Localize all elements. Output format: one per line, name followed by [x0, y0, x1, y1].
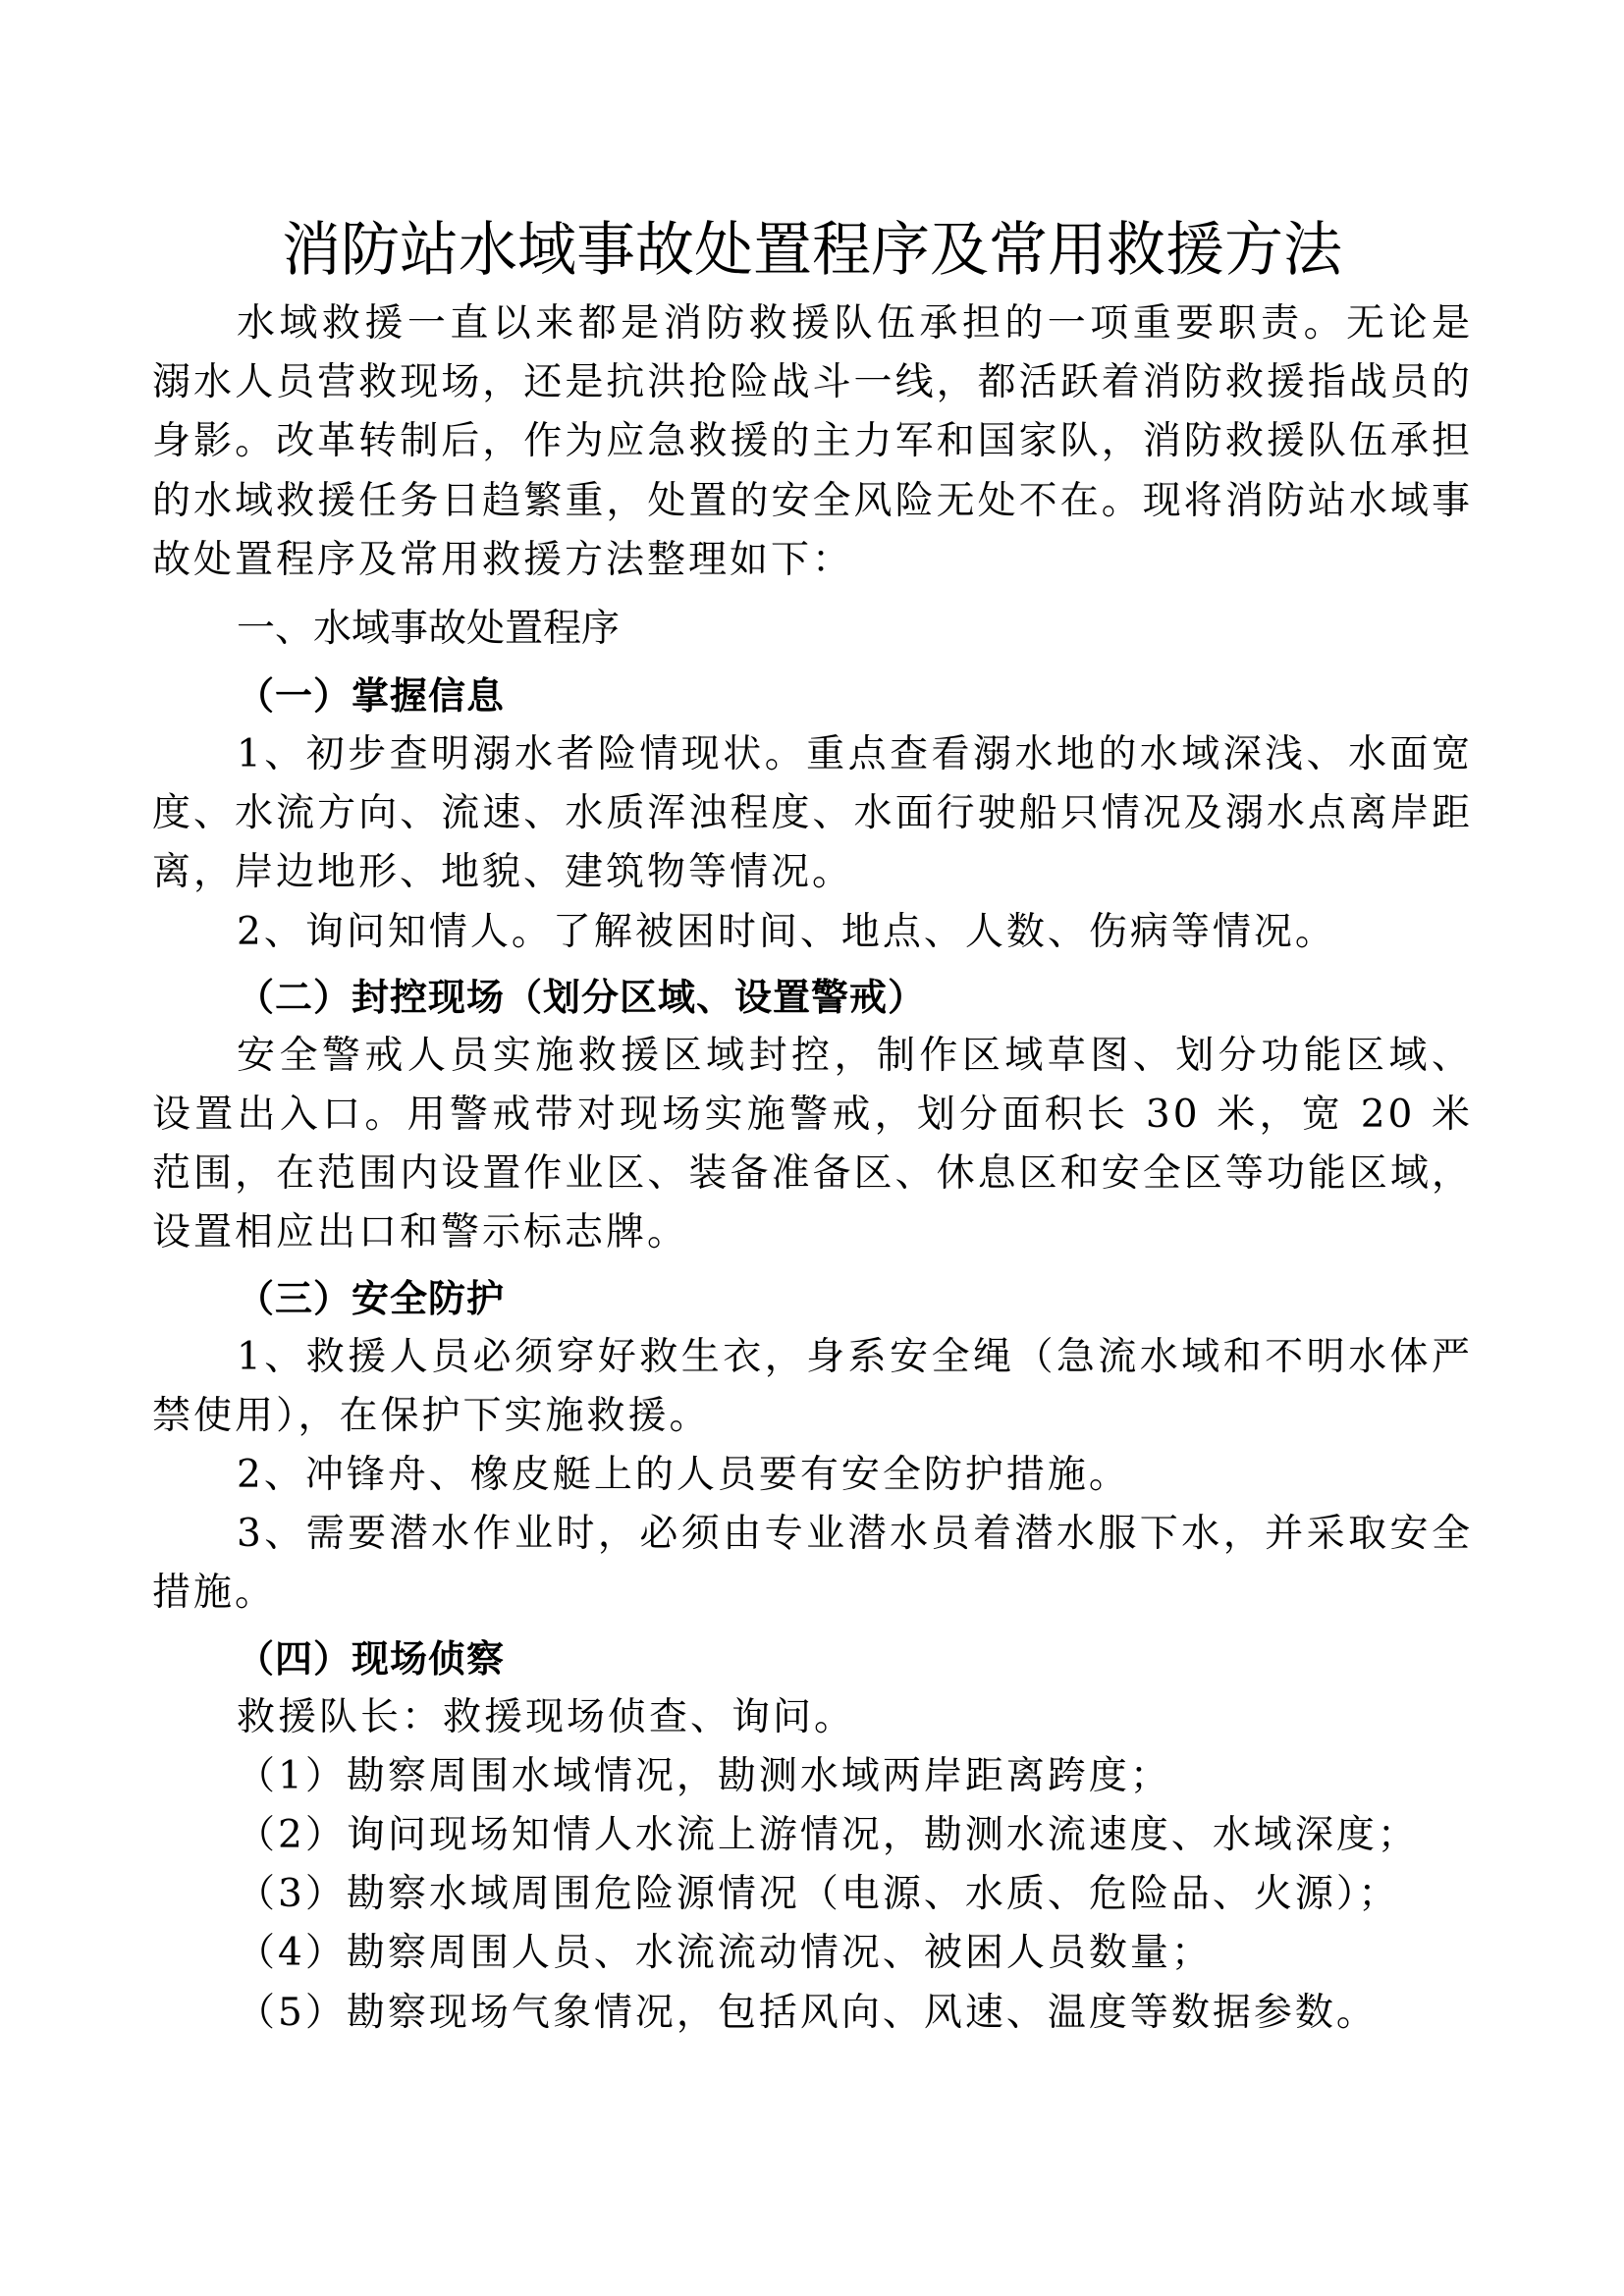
paragraph: 3、需要潜水作业时，必须由专业潜水员着潜水服下水，并采取安全措施。 [152, 1512, 1473, 1616]
subsection-heading: （二）封控现场（划分区域、设置警戒） [237, 975, 927, 1019]
list-item: （4）勘察周围人员、水流流动情况、被困人员数量； [237, 1931, 1213, 1976]
paragraph: 2、冲锋舟、橡皮艇上的人员要有安全防护措施。 [237, 1453, 1130, 1498]
list-item: （5）勘察现场气象情况，包括风向、风速、温度等数据参数。 [237, 1990, 1378, 2035]
paragraph: 安全警戒人员实施救援区域封控，制作区域草图、划分功能区域、设置出入口。用警戒带对现场实施警戒，划分面积长 30 米，宽 20 米范围，在范围内设置作业区、装备准备区、休息区和安全区等功能区域，设置相应出口和警示标志牌。 [152, 1033, 1473, 1255]
document-title: 消防站水域事故处置程序及常用救援方法 [282, 216, 1342, 285]
list-item: （3）勘察水域周围危险源情况（电源、水质、危险品、火源）； [237, 1872, 1400, 1917]
document-body [152, 294, 1473, 2043]
paragraph: 1、救援人员必须穿好救生衣，身系安全绳（急流水域和不明水体严禁使用），在保护下实施救援。 [152, 1334, 1473, 1438]
paragraph: 2、询问知情人。了解被困时间、地点、人数、伤病等情况。 [237, 909, 1336, 954]
intro-paragraph: 水域救援一直以来都是消防救援队伍承担的一项重要职责。无论是溺水人员营救现场，还是抗洪抢险战斗一线，都活跃着消防救援指战员的身影。改革转制后，作为应急救援的主力军和国家队，消防救援队伍承担的水域救援任务日趋繁重，处置的安全风险无处不在。现将消防站水域事故处置程序及常用救援方法整理如下： [152, 301, 1473, 582]
paragraph: 救援队长：救援现场侦查、询问。 [237, 1694, 856, 1739]
list-item: （1）勘察周围水域情况，勘测水域两岸距离跨度； [237, 1753, 1171, 1798]
paragraph: 1、初步查明溺水者险情现状。重点查看溺水地的水域深浅、水面宽度、水流方向、流速、水质浑浊程度、水面行驶船只情况及溺水点离岸距离，岸边地形、地貌、建筑物等情况。 [152, 732, 1473, 895]
subsection-heading: （三）安全防护 [237, 1276, 506, 1320]
subsection-heading: （四）现场侦察 [237, 1636, 506, 1681]
list-item: （2）询问现场知情人水流上游情况，勘测水流速度、水域深度； [237, 1813, 1419, 1858]
section-heading: 一、水域事故处置程序 [237, 607, 621, 652]
subsection-heading: （一）掌握信息 [237, 674, 506, 719]
